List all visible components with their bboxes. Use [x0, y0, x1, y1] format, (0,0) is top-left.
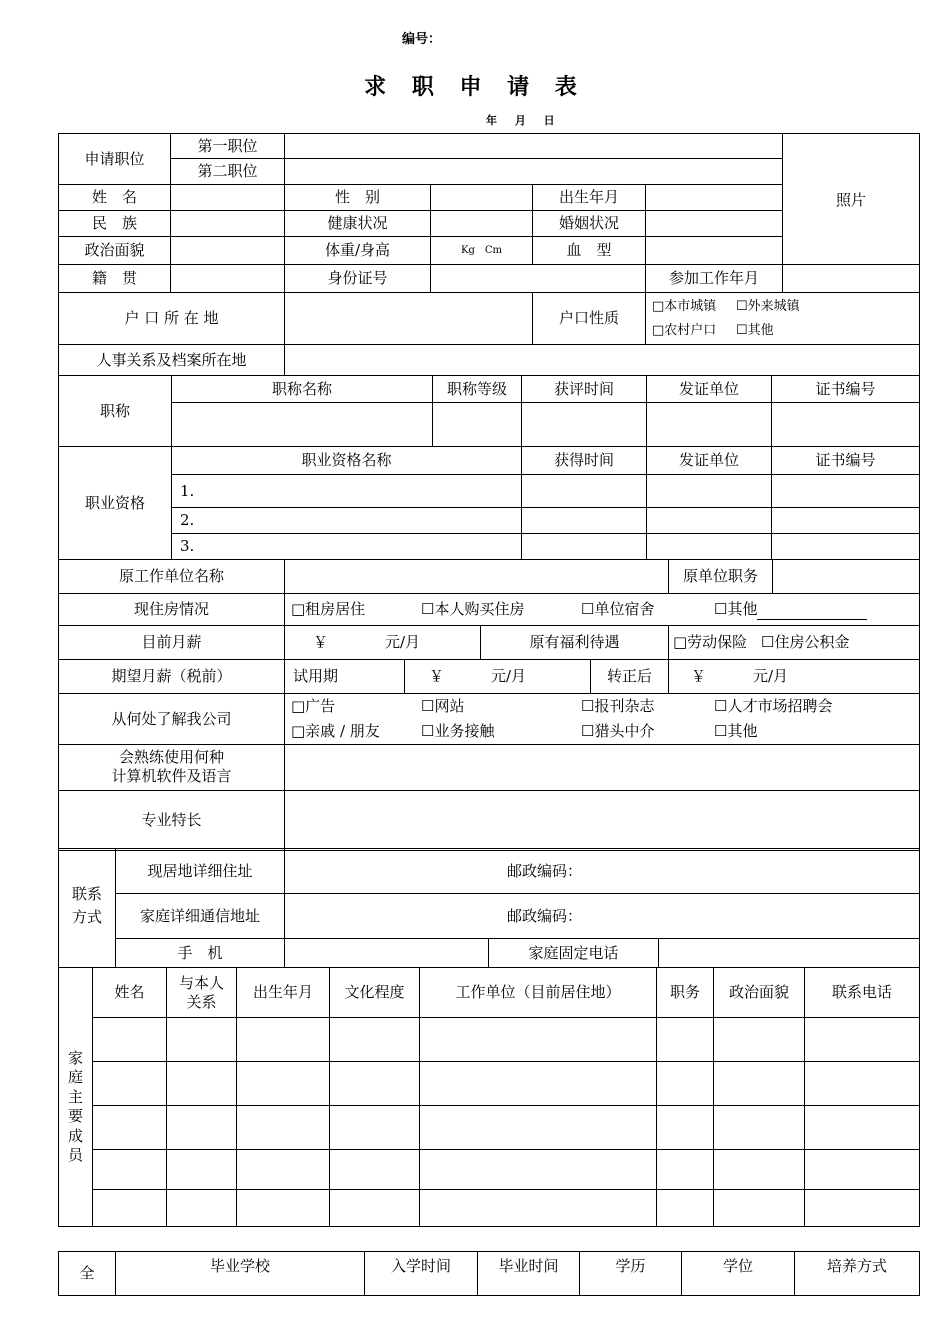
benefits-label: 原有福利待遇	[481, 626, 669, 660]
probation-label: 试用期	[285, 660, 405, 694]
address-label: 现居地详细住址	[116, 849, 285, 894]
family-cell[interactable]	[714, 1018, 805, 1062]
gender-field[interactable]	[431, 185, 533, 211]
family-cell[interactable]	[330, 1106, 420, 1150]
family-row	[59, 1018, 920, 1062]
source-option-ad[interactable]: □广告	[291, 697, 336, 715]
source-option-friends[interactable]: □亲戚 / 朋友	[291, 721, 380, 740]
edu-col-school: 毕业学校	[116, 1252, 365, 1296]
family-cell[interactable]	[167, 1190, 237, 1227]
family-col-relation-line-2: 关系	[186, 992, 217, 1011]
family-cell[interactable]	[167, 1018, 237, 1062]
mobile-label: 手 机	[116, 939, 285, 968]
family-cell[interactable]	[167, 1106, 237, 1150]
hukou-option-outside[interactable]: ☐外来城镇	[736, 299, 800, 315]
former-post-label: 原单位职务	[669, 560, 773, 594]
family-cell[interactable]	[93, 1150, 167, 1190]
benefit-option-fund[interactable]: ☐住房公积金	[761, 633, 850, 652]
edu-col-mode: 培养方式	[795, 1252, 920, 1296]
family-cell[interactable]	[420, 1190, 657, 1227]
kg-cm-units: Kg Cm	[460, 244, 502, 256]
qual-row-1-date[interactable]	[522, 475, 647, 508]
weight-height-label: 体重/身高	[285, 237, 431, 265]
salary-field[interactable]	[285, 626, 481, 660]
qual-col-issuer: 发证单位	[647, 447, 772, 475]
archive-field[interactable]	[285, 345, 920, 376]
hukou-option-rural[interactable]: □农村户口	[652, 322, 717, 338]
family-cell[interactable]	[237, 1150, 330, 1190]
family-cell[interactable]	[805, 1018, 920, 1062]
qual-row-1-cert[interactable]	[772, 475, 920, 508]
regular-unit: 元/月	[753, 667, 789, 686]
specialty-label: 专业特长	[59, 790, 285, 850]
qual-row-3-date[interactable]	[522, 534, 647, 560]
housing-option-own[interactable]: ☐本人购买住房	[421, 600, 525, 619]
source-options	[285, 694, 920, 745]
address-field[interactable]	[285, 849, 920, 894]
family-row	[59, 1150, 920, 1190]
family-cell[interactable]	[420, 1150, 657, 1190]
housing-other-blank[interactable]	[757, 604, 867, 620]
ethnicity-label: 民 族	[59, 211, 171, 237]
family-table	[58, 967, 920, 1227]
archive-label: 人事关系及档案所在地	[59, 345, 285, 376]
family-cell[interactable]	[805, 1190, 920, 1227]
family-label-char-2: 庭	[67, 1068, 83, 1086]
housing-option-other[interactable]: ☐其他	[714, 600, 758, 619]
family-cell[interactable]	[805, 1062, 920, 1106]
photo-box[interactable]	[783, 134, 920, 265]
first-choice-label: 第一职位	[171, 134, 285, 159]
contact-label-line-1: 联系	[71, 885, 102, 903]
contact-table	[58, 848, 920, 968]
photo-label: 照片	[835, 191, 866, 209]
family-col-name: 姓名	[93, 968, 167, 1018]
family-cell[interactable]	[93, 1062, 167, 1106]
qual-col-date: 获得时间	[522, 447, 647, 475]
gender-label: 性 别	[285, 185, 431, 211]
hukou-place-label: 户 口 所 在 地	[59, 293, 285, 345]
mobile-field[interactable]	[285, 939, 489, 968]
contact-label-line-2: 方式	[71, 907, 102, 926]
housing-label: 现住房情况	[59, 594, 285, 626]
qual-row-2-issuer[interactable]	[647, 508, 772, 534]
marital-label: 婚姻状况	[533, 211, 646, 237]
work-start-label: 参加工作年月	[646, 265, 783, 293]
birth-label: 出生年月	[533, 185, 646, 211]
qual-row-3-issuer[interactable]	[647, 534, 772, 560]
ethnicity-field[interactable]	[171, 211, 285, 237]
salary-yen: ￥	[313, 633, 329, 652]
family-cell[interactable]	[420, 1106, 657, 1150]
salary-unit: 元/月	[385, 633, 421, 652]
family-row	[59, 1062, 920, 1106]
specialty-field[interactable]	[285, 790, 920, 850]
home-phone-field[interactable]	[659, 939, 920, 968]
family-label-char-1: 家	[67, 1048, 83, 1067]
id-number-field[interactable]	[431, 265, 646, 293]
qual-row-1-issuer[interactable]	[647, 475, 772, 508]
source-option-headhunter[interactable]: ☐猎头中介	[581, 721, 655, 740]
family-cell[interactable]	[237, 1062, 330, 1106]
after-regular-label: 转正后	[591, 660, 669, 694]
source-label: 从何处了解我公司	[59, 694, 285, 745]
probation-unit: 元/月	[491, 667, 527, 686]
family-cell[interactable]	[330, 1062, 420, 1106]
former-company-field[interactable]	[285, 560, 669, 594]
qual-row-2[interactable]: 2.	[172, 508, 522, 534]
apply-position-label: 申请职位	[59, 134, 171, 185]
education-section-label: 全	[59, 1252, 116, 1296]
weight-height-field[interactable]	[431, 237, 533, 265]
blood-field[interactable]	[646, 237, 783, 265]
title-issuer-field[interactable]	[647, 403, 772, 447]
family-cell[interactable]	[714, 1150, 805, 1190]
family-cell[interactable]	[237, 1106, 330, 1150]
name-field[interactable]	[171, 185, 285, 211]
contact-section-label	[59, 849, 116, 968]
date-line: 年 月 日	[486, 114, 555, 127]
family-cell[interactable]	[237, 1190, 330, 1227]
health-label: 健康状况	[285, 211, 431, 237]
form-title: 求 职 申 请 表	[364, 75, 586, 100]
qual-row-3[interactable]: 3.	[172, 534, 522, 560]
edu-col-start: 入学时间	[365, 1252, 478, 1296]
expected-salary-label: 期望月薪（税前）	[59, 660, 285, 694]
title-col-name: 职称名称	[172, 376, 433, 403]
family-cell[interactable]	[420, 1062, 657, 1106]
first-choice-field[interactable]	[285, 134, 783, 159]
professional-title-table	[58, 375, 920, 447]
political-label: 政治面貌	[59, 237, 171, 265]
software-label	[59, 744, 285, 790]
address-postcode-label: 邮政编码：	[507, 861, 583, 880]
home-phone-label: 家庭固定电话	[489, 939, 659, 968]
housing-option-dorm[interactable]: ☐单位宿舍	[581, 600, 655, 619]
family-cell[interactable]	[420, 1018, 657, 1062]
former-post-field[interactable]	[773, 560, 920, 594]
qual-col-name: 职业资格名称	[172, 447, 522, 475]
home-address-field[interactable]	[285, 894, 920, 939]
family-cell[interactable]	[657, 1018, 714, 1062]
housing-option-rent[interactable]: □租房居住	[291, 600, 366, 619]
family-col-birth: 出生年月	[237, 968, 330, 1018]
regular-yen: ￥	[691, 667, 707, 686]
hukou-option-city[interactable]: □本市城镇	[652, 299, 717, 315]
source-option-press[interactable]: ☐报刊杂志	[581, 697, 655, 715]
benefit-options	[669, 626, 920, 660]
family-label-char-5: 成	[67, 1126, 83, 1145]
health-field[interactable]	[431, 211, 533, 237]
political-field[interactable]	[171, 237, 285, 265]
title-col-cert: 证书编号	[772, 376, 920, 403]
home-postcode-label: 邮政编码：	[507, 906, 583, 925]
hukou-type-label: 户口性质	[533, 293, 646, 345]
family-cell[interactable]	[657, 1062, 714, 1106]
family-row	[59, 1106, 920, 1150]
benefit-option-insurance[interactable]: □劳动保险	[673, 633, 748, 652]
source-option-fair[interactable]: ☐人才市场招聘会	[714, 697, 833, 715]
family-cell[interactable]	[93, 1190, 167, 1227]
probation-salary-field[interactable]	[405, 660, 591, 694]
qual-col-cert: 证书编号	[772, 447, 920, 475]
hukou-type-options	[646, 293, 920, 345]
software-field[interactable]	[285, 744, 920, 790]
family-cell[interactable]	[167, 1062, 237, 1106]
family-col-phone: 联系电话	[805, 968, 920, 1018]
family-cell[interactable]	[714, 1190, 805, 1227]
family-cell[interactable]	[714, 1062, 805, 1106]
title-level-field[interactable]	[433, 403, 522, 447]
home-address-label: 家庭详细通信地址	[116, 894, 285, 939]
qual-row-2-cert[interactable]	[772, 508, 920, 534]
family-cell[interactable]	[330, 1018, 420, 1062]
second-choice-label: 第二职位	[171, 159, 285, 185]
family-cell[interactable]	[657, 1106, 714, 1150]
family-col-education: 文化程度	[330, 968, 420, 1018]
hukou-option-other[interactable]: ☐其他	[736, 322, 774, 338]
former-company-label: 原工作单位名称	[59, 560, 285, 594]
hukou-place-field[interactable]	[285, 293, 533, 345]
family-cell[interactable]	[93, 1018, 167, 1062]
work-info-table	[58, 559, 920, 851]
family-cell[interactable]	[805, 1106, 920, 1150]
family-cell[interactable]	[714, 1106, 805, 1150]
title-date-field[interactable]	[522, 403, 647, 447]
edu-col-end: 毕业时间	[478, 1252, 580, 1296]
native-field[interactable]	[171, 265, 285, 293]
qual-row-3-cert[interactable]	[772, 534, 920, 560]
family-col-relation-line-1: 与本人	[178, 973, 224, 992]
qual-row-2-date[interactable]	[522, 508, 647, 534]
title-cert-field[interactable]	[772, 403, 920, 447]
family-cell[interactable]	[805, 1150, 920, 1190]
title-col-date: 获评时间	[522, 376, 647, 403]
family-cell[interactable]	[657, 1150, 714, 1190]
salary-label: 目前月薪	[59, 626, 285, 660]
source-option-business[interactable]: ☐业务接触	[421, 721, 495, 740]
blood-label: 血 型	[533, 237, 646, 265]
family-col-employer: 工作单位（目前居住地）	[420, 968, 657, 1018]
work-start-field[interactable]	[783, 265, 920, 293]
title-col-level: 职称等级	[433, 376, 522, 403]
title-col-issuer: 发证单位	[647, 376, 772, 403]
marital-field[interactable]	[646, 211, 783, 237]
family-col-relation	[167, 968, 237, 1018]
family-label-char-3: 主	[67, 1087, 83, 1106]
family-row	[59, 1190, 920, 1227]
second-choice-field[interactable]	[285, 159, 783, 185]
family-label-char-4: 要	[67, 1107, 83, 1125]
probation-yen: ￥	[429, 667, 445, 686]
basic-info-table	[58, 133, 920, 376]
family-col-post: 职务	[657, 968, 714, 1018]
edu-col-degree-level: 学历	[580, 1252, 682, 1296]
family-cell[interactable]	[167, 1150, 237, 1190]
source-option-web[interactable]: ☐网站	[421, 697, 465, 715]
regular-salary-field[interactable]	[669, 660, 920, 694]
family-cell[interactable]	[330, 1150, 420, 1190]
edu-col-degree: 学位	[682, 1252, 795, 1296]
birth-field[interactable]	[646, 185, 783, 211]
source-option-other[interactable]: ☐其他	[714, 721, 758, 740]
id-number-label: 身份证号	[285, 265, 431, 293]
native-label: 籍 贯	[59, 265, 171, 293]
qualification-table	[58, 446, 920, 560]
family-cell[interactable]	[237, 1018, 330, 1062]
title-section-label: 职称	[59, 376, 172, 447]
family-cell[interactable]	[657, 1190, 714, 1227]
serial-number-label: 编号：	[402, 32, 442, 47]
qual-row-1[interactable]: 1.	[172, 475, 522, 508]
family-cell[interactable]	[93, 1106, 167, 1150]
name-label: 姓 名	[59, 185, 171, 211]
family-cell[interactable]	[330, 1190, 420, 1227]
family-col-political: 政治面貌	[714, 968, 805, 1018]
family-section-label	[59, 968, 93, 1227]
title-name-field[interactable]	[172, 403, 433, 447]
housing-options	[285, 594, 920, 626]
software-label-line-1: 会熟练使用何种	[118, 748, 224, 767]
education-table	[58, 1251, 920, 1296]
family-label-char-6: 员	[67, 1146, 83, 1164]
qual-section-label: 职业资格	[59, 447, 172, 560]
software-label-line-2: 计算机软件及语言	[111, 767, 232, 785]
